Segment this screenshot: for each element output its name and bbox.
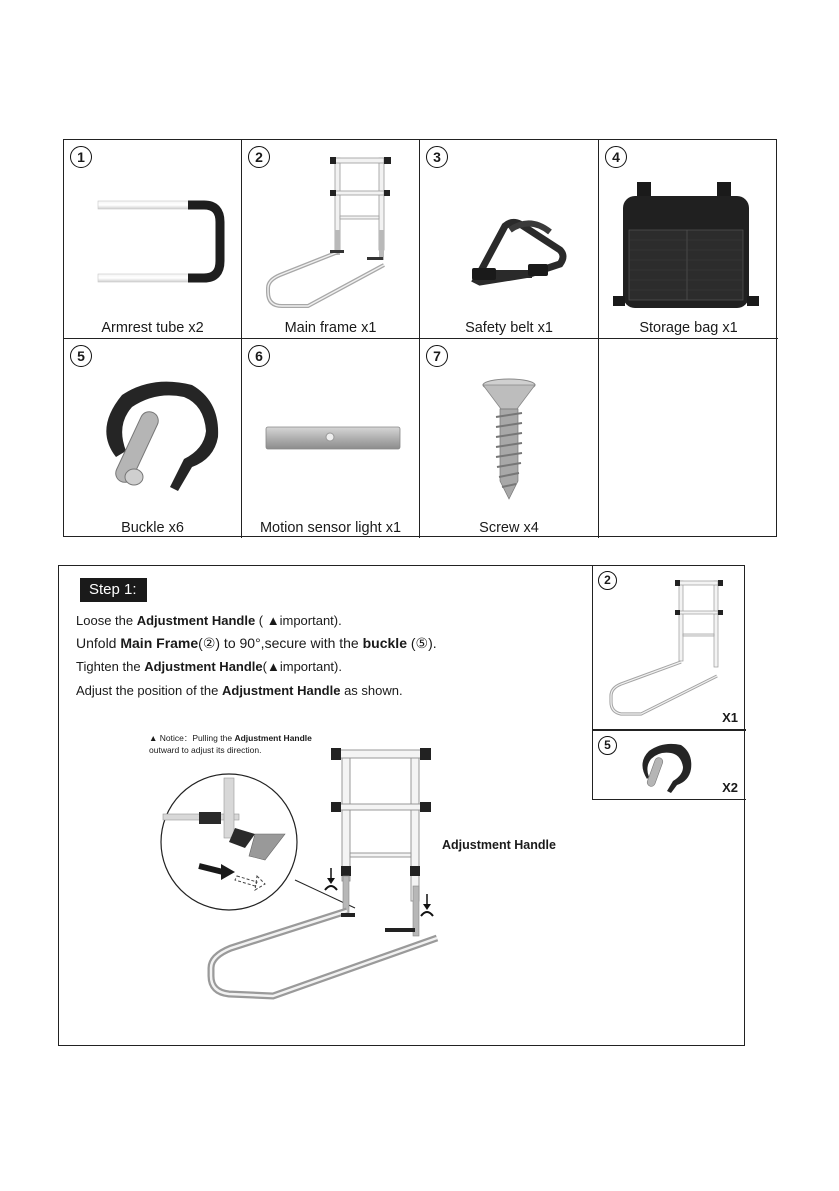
step-1-panel [58,565,745,1046]
part-number: 5 [598,736,617,755]
quantity-label: X1 [722,710,738,725]
part-cell-safety-belt [420,140,599,339]
main-frame-icon [593,566,747,730]
armrest-tube-icon [64,140,242,339]
step-badge: Step 1: [80,578,147,602]
storage-bag-icon [599,140,778,339]
main-frame-icon [242,140,420,339]
part-caption: Main frame x1 [284,320,377,336]
side-panel-main-frame [592,566,746,730]
part-cell-armrest-tube [64,140,242,339]
motion-sensor-light-icon [242,339,420,538]
part-cell-storage-bag [599,140,778,339]
part-caption: Armrest tube x2 [101,320,204,336]
instruction-line-2: Unfold Main Frame(②) to 90°,secure with the buckle (⑤). [76,635,437,651]
assembly-illustration [59,566,591,1047]
part-cell-empty [599,339,778,538]
part-number: 2 [598,571,617,590]
quantity-label: X2 [722,780,738,795]
part-cell-buckle [64,339,242,538]
screw-icon [420,339,599,538]
part-number: 5 [70,345,92,367]
part-caption: Safety belt x1 [465,320,553,336]
parts-list [63,139,777,537]
safety-belt-icon [420,140,599,339]
part-number: 4 [605,146,627,168]
part-cell-main-frame [242,140,420,339]
part-caption: Motion sensor light x1 [259,520,402,536]
side-panel-buckle [592,730,746,800]
instruction-line-3: Tighten the Adjustment Handle(▲important). [76,659,342,674]
instruction-line-4: Adjust the position of the Adjustment Handle as shown. [76,683,403,698]
notice-text: ▲ Notice：Pulling the Adjustment Handle outward to adjust its direction. [149,733,312,755]
part-cell-motion-sensor-light [242,339,420,538]
part-caption: Screw x4 [479,520,539,536]
part-number: 6 [248,345,270,367]
part-caption: Storage bag x1 [639,320,738,336]
part-number: 3 [426,146,448,168]
part-number: 1 [70,146,92,168]
part-cell-screw [420,339,599,538]
part-number: 7 [426,345,448,367]
instruction-line-1: Loose the Adjustment Handle ( ▲important). [76,613,342,628]
adjustment-handle-label: Adjustment Handle [442,838,556,852]
part-caption: Buckle x6 [121,520,184,536]
buckle-icon [64,339,242,538]
part-number: 2 [248,146,270,168]
